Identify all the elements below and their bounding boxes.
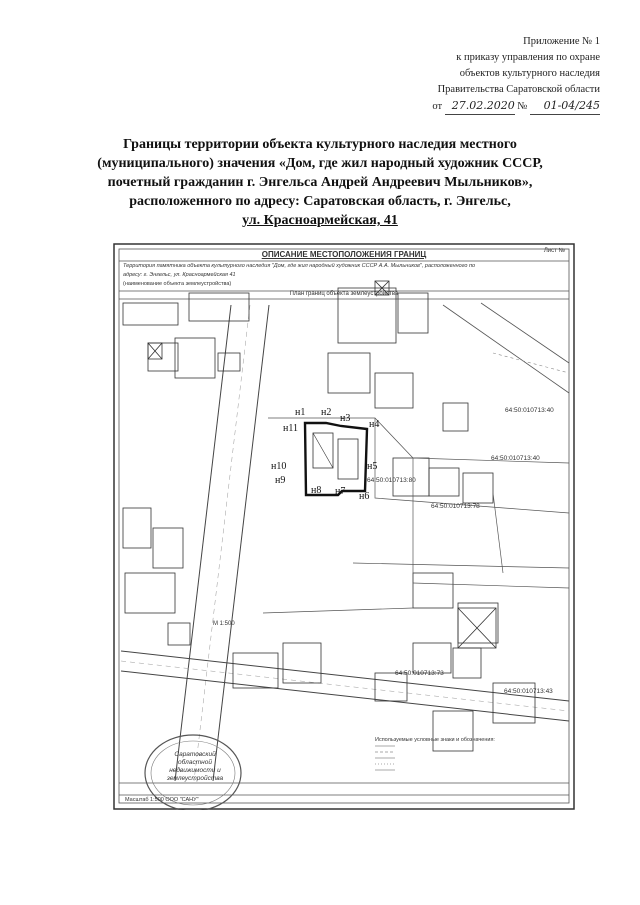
point-n8: н8	[311, 485, 322, 496]
map-heading: ОПИСАНИЕ МЕСТОПОЛОЖЕНИЯ ГРАНИЦ	[261, 250, 427, 259]
parcel-80: 64:50:010713:80	[367, 477, 416, 484]
parcel-78: 64:50:010713:78	[431, 503, 480, 510]
point-n3: н3	[340, 413, 351, 424]
point-n1: н1	[295, 407, 306, 418]
stamp: Саратовский областной недвижимости и землеустройства	[166, 751, 224, 782]
title-line-5: ул. Красноармейская, 41	[242, 213, 398, 228]
scheme-title: План границ объекта землеустройства	[289, 291, 399, 297]
appendix-line-4: Правительства Саратовской области	[437, 84, 600, 95]
point-n9: н9	[275, 475, 286, 486]
document-title	[70, 135, 570, 230]
map-drawing	[113, 243, 575, 810]
point-n11: н11	[283, 423, 298, 434]
parcel-73: 64:50:010713:73	[395, 670, 444, 677]
appendix-header	[432, 34, 600, 115]
point-n5: н5	[367, 461, 378, 472]
legend-title: Используемые условные знаки и обозначения:	[375, 737, 495, 743]
number-prefix: №	[517, 101, 528, 112]
title-line-1: Границы территории объекта культурного наследия местного	[123, 137, 517, 152]
title-line-3: почетный гражданин г. Энгельса Андрей Андреевич Мыльников»,	[107, 175, 533, 190]
order-date-number	[432, 98, 600, 115]
order-date: 27.02.2020	[445, 98, 515, 115]
sheet-label: Лист №	[543, 248, 565, 254]
point-n2: н2	[321, 407, 332, 418]
title-line-4: расположенного по адресу: Саратовская область, г. Энгельс,	[129, 194, 511, 209]
parcel-40: 64:50:010713:40	[491, 455, 540, 462]
map-description-3: (наименование объекта землеустройства)	[123, 281, 232, 287]
scale-label: М 1:500	[213, 621, 235, 627]
map-footer: Масштаб 1:500 ООО "САНУ"	[125, 797, 199, 803]
parcel-43: 64:50:010713:43	[504, 688, 553, 695]
appendix-number: Приложение № 1	[523, 36, 600, 47]
point-n10: н10	[271, 461, 287, 472]
point-n6: н6	[359, 491, 370, 502]
map-description-2: адресу: г. Энгельс, ул. Красноармейская 41	[123, 272, 236, 278]
map-description-1: Территория памятника объекта культурного наследия "Дом, где жил народный художник СССР А.А. Мыльников", расположенного по	[123, 263, 476, 269]
point-n4: н4	[369, 419, 380, 430]
appendix-line-3: объектов культурного наследия	[459, 68, 600, 79]
order-number: 01-04/245	[530, 98, 600, 115]
parcel-40-top: 64:50:010713:40	[505, 407, 554, 414]
from-prefix: от	[432, 101, 443, 112]
title-line-2: (муниципального) значения «Дом, где жил народный художник СССР,	[97, 156, 543, 171]
boundary-map-sheet	[113, 243, 575, 810]
appendix-line-2: к приказу управления по охране	[456, 52, 600, 63]
point-n7: н7	[335, 486, 346, 497]
